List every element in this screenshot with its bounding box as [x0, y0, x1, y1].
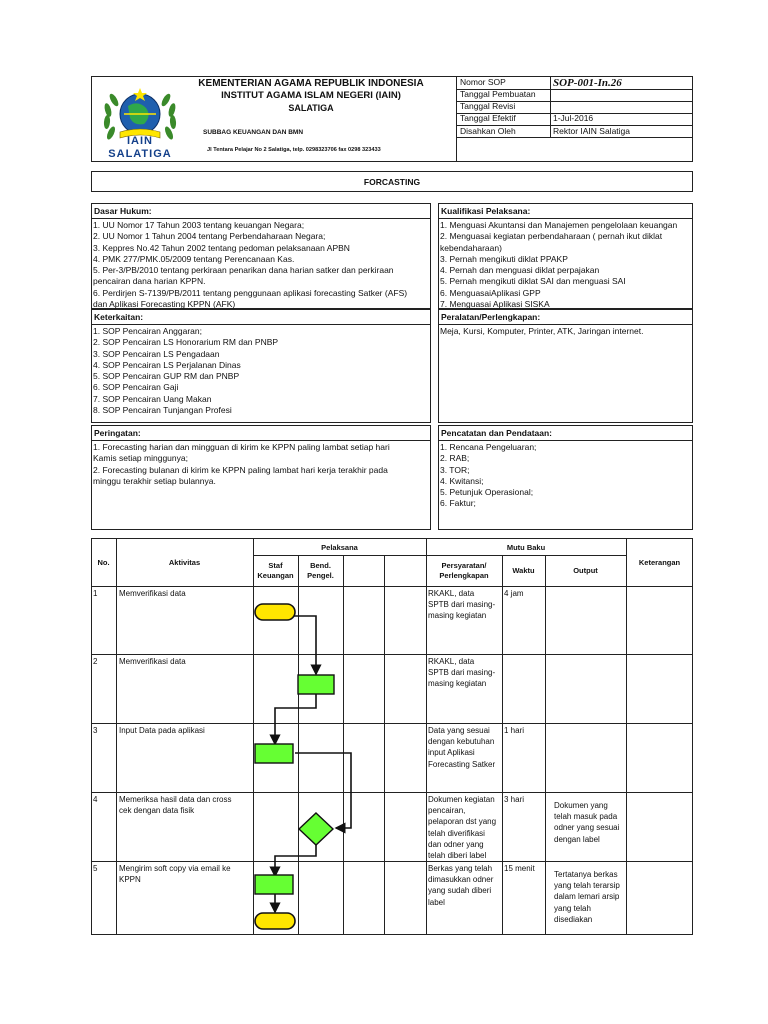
- list-item: 1. SOP Pencairan Anggaran;: [93, 326, 203, 336]
- meta-label-efektif: Tanggal Efektif: [460, 113, 516, 123]
- peringatan-title-line: [91, 440, 431, 441]
- list-item: minggu terakhir setiap bulannya.: [93, 475, 216, 486]
- peringatan-list: [93, 442, 390, 487]
- logo-text-bottom: SALATIGA: [108, 148, 172, 160]
- city-name: SALATIGA: [288, 103, 334, 113]
- peringatan-title: Peringatan:: [94, 428, 141, 438]
- header-waktu: Waktu: [512, 566, 535, 575]
- row-number: 4: [93, 795, 98, 804]
- list-item: 2. UU Nomor 1 Tahun 2004 tentang Perbendaharaan Negara;: [93, 231, 326, 242]
- requirement-text: telah diberi label: [428, 851, 487, 860]
- process-box-verify: [298, 675, 334, 694]
- list-item: 2. Menguasai kegiatan perbendaharaan ( pernah ikut diklat: [440, 231, 663, 242]
- header-aktivitas: Aktivitas: [168, 558, 201, 567]
- time-text: 15 menit: [504, 864, 535, 873]
- activity-text: Memverifikasi data: [119, 657, 186, 666]
- output-text: yang telah: [554, 903, 591, 913]
- output-text: yang telah terarsip: [554, 881, 620, 891]
- kualifikasi-title-line: [438, 218, 693, 219]
- output-text: telah masuk pada: [554, 812, 618, 822]
- list-item: 4. Kwitansi;: [440, 475, 484, 486]
- list-item: 1. Rencana Pengeluaran;: [440, 442, 537, 452]
- requirement-text: masing kegiatan: [428, 679, 487, 689]
- header-keterangan: Keterangan: [638, 558, 681, 567]
- list-item: 3. TOR;: [440, 464, 470, 475]
- output-text: disediakan: [554, 914, 593, 924]
- keterkaitan-title: Keterkaitan:: [94, 312, 144, 322]
- list-item: dan Aplikasi Forecasting KPPN (AFK): [93, 299, 236, 310]
- row-number: 1: [93, 589, 98, 598]
- time-text: 4 jam: [504, 589, 524, 598]
- output-text: dengan label: [554, 834, 600, 844]
- output-text: Tertatanya berkas: [554, 870, 618, 879]
- requirement-text: Data yang sesuai: [428, 726, 490, 735]
- header-output: Output: [573, 566, 598, 575]
- list-item: 2. Forecasting bulanan di kirim ke KPPN paling lambat hari kerja terakhir pada: [93, 464, 388, 475]
- list-item: 1. Forecasting harian dan mingguan di kirim ke KPPN paling lambat setiap hari: [93, 442, 390, 452]
- meta-col-divider: [550, 76, 551, 138]
- meta-label-pembuatan: Tanggal Pembuatan: [460, 89, 536, 99]
- requirement-text: RKAKL, data: [428, 589, 475, 598]
- peralatan-title-line: [438, 324, 693, 325]
- logo-text-top: IAIN: [127, 135, 153, 147]
- kualifikasi-list: [440, 220, 677, 310]
- dasar-hukum-title: Dasar Hukum:: [94, 206, 152, 216]
- connector-arrow: [295, 753, 351, 828]
- list-item: 6. Faktur;: [440, 498, 476, 509]
- list-item: 4. Pernah dan menguasi diklat perpajakan: [440, 265, 600, 276]
- requirement-text: Dokumen kegiatan: [428, 795, 495, 804]
- list-item: 5. Pernah mengikuti diklat SAI dan menguasi SAI: [440, 276, 626, 287]
- meta-label-disahkan: Disahkan Oleh: [460, 126, 516, 136]
- header-bend-2: Pengel.: [307, 571, 334, 580]
- requirement-text: RKAKL, data: [428, 657, 475, 666]
- requirement-text: dan odner yang: [428, 839, 484, 849]
- meta-label-revisi: Tanggal Revisi: [460, 101, 516, 111]
- header-staf-2: Keuangan: [257, 571, 294, 580]
- output-text: odner yang sesuai: [554, 823, 620, 833]
- connector-arrow: [275, 612, 316, 674]
- peralatan-list: [440, 326, 643, 337]
- list-item: Kamis setiap minggunya;: [93, 453, 188, 464]
- page-title: FORCASTING: [363, 177, 421, 187]
- header-persyaratan-2: Perlengkapan: [439, 571, 489, 580]
- peralatan-title: Peralatan/Perlengkapan:: [441, 312, 541, 322]
- list-item: 7. Menguasai Aplikasi SISKA: [440, 299, 550, 310]
- list-item: 5. Petunjuk Operasional;: [440, 487, 534, 498]
- list-item: 3. Pernah mengikuti diklat PPAKP: [440, 253, 568, 264]
- requirement-text: telah diverifikasi: [428, 828, 485, 838]
- process-box-send: [255, 875, 293, 894]
- meta-value-nomor: SOP-001-In.26: [553, 77, 622, 89]
- activity-text: Memeriksa hasil data dan cross: [119, 795, 232, 804]
- pencatatan-title: Pencatatan dan Pendataan:: [441, 428, 553, 438]
- requirement-text: input Aplikasi: [428, 748, 475, 758]
- decision-diamond: [299, 813, 333, 845]
- list-item: kebendaharaan): [440, 242, 502, 253]
- keterkaitan-title-line: [91, 324, 431, 325]
- row-number: 5: [93, 864, 98, 873]
- keterkaitan-list: [93, 326, 278, 416]
- list-item: 6. SOP Pencairan Gaji: [93, 382, 179, 393]
- unit-name: SUBBAG KEUANGAN DAN BMN: [203, 129, 304, 136]
- header-persyaratan-1: Persyaratan/: [441, 561, 487, 570]
- row-number: 3: [93, 726, 98, 735]
- connector-arrow: [275, 845, 316, 876]
- requirement-text: dengan kebutuhan: [428, 737, 495, 747]
- requirement-text: dimasukkan odner: [428, 875, 494, 885]
- list-item: 6. MenguasaiAplikasi GPP: [440, 287, 541, 298]
- header-pelaksana: Pelaksana: [321, 543, 358, 552]
- list-item: Meja, Kursi, Komputer, Printer, ATK, Jaringan internet.: [440, 326, 644, 336]
- connector-arrow: [275, 694, 316, 744]
- time-text: 1 hari: [504, 726, 525, 735]
- requirement-text: pelaporan dst yang: [428, 817, 497, 827]
- list-item: 1. Menguasi Akuntansi dan Manajemen pengelolaan keuangan: [440, 220, 678, 230]
- requirement-text: SPTB dari masing-: [428, 600, 496, 610]
- row-number: 2: [93, 657, 98, 666]
- list-item: 2. RAB;: [440, 453, 470, 464]
- list-item: 5. Per-3/PB/2010 tentang perkiraan penarikan dana harian satker dan perkiraan: [93, 265, 394, 276]
- activity-text: Input Data pada aplikasi: [119, 726, 205, 735]
- process-box-input: [255, 744, 293, 763]
- list-item: 7. SOP Pencairan Uang Makan: [93, 393, 212, 404]
- requirement-text: pencairan,: [428, 806, 466, 816]
- meta-value-disahkan: Rektor IAIN Salatiga: [553, 126, 631, 136]
- list-item: 4. SOP Pencairan LS Perjalanan Dinas: [93, 359, 241, 370]
- list-item: 8. SOP Pencairan Tunjangan Profesi: [93, 405, 232, 416]
- output-text: Dokumen yang: [554, 801, 608, 810]
- procedure-table: [91, 538, 693, 935]
- list-item: 3. SOP Pencairan LS Pengadaan: [93, 348, 220, 359]
- institute-name: INSTITUT AGAMA ISLAM NEGERI (IAIN): [221, 90, 401, 101]
- activity-text: KPPN: [119, 875, 141, 885]
- list-item: 3. Keppres No.42 Tahun 2002 tentang pedoman pelaksanaan APBN: [93, 242, 350, 253]
- start-terminator: [255, 604, 295, 620]
- activity-text: Memverifikasi data: [119, 589, 186, 598]
- list-item: 1. UU Nomor 17 Tahun 2003 tentang keuangan Negara;: [93, 220, 305, 230]
- dasar-hukum-list: [93, 220, 407, 310]
- kualifikasi-title: Kualifikasi Pelaksana:: [441, 206, 531, 216]
- sop-meta-table: [456, 76, 693, 162]
- activity-text: Mengirim soft copy via email ke: [119, 864, 231, 873]
- list-item: 6. Perdirjen S-7139/PB/2011 tentang penggunaan aplikasi forecasting Satker (AFS): [93, 287, 408, 298]
- ministry-name: KEMENTERIAN AGAMA REPUBLIK INDONESIA: [198, 78, 424, 89]
- requirement-text: SPTB dari masing-: [428, 668, 496, 678]
- output-text: dalam lemari arsip: [554, 892, 620, 902]
- requirement-text: masing kegiatan: [428, 611, 487, 621]
- dasar-hukum-title-line: [91, 218, 431, 219]
- header-mutu-baku: Mutu Baku: [506, 543, 546, 552]
- flowchart: [91, 538, 693, 935]
- activity-text: cek dengan data fisik: [119, 806, 195, 816]
- meta-value-efektif: 1-Jul-2016: [553, 113, 594, 123]
- list-item: 4. PMK 277/PMK.05/2009 tentang Perencanaan Kas.: [93, 253, 295, 264]
- meta-label-nomor: Nomor SOP: [460, 77, 506, 87]
- end-terminator: [255, 913, 295, 929]
- header-staf-1: Staf: [268, 561, 283, 570]
- header-no: No.: [97, 558, 110, 567]
- pencatatan-title-line: [438, 440, 693, 441]
- list-item: pencairan dana harian KPPN.: [93, 276, 206, 287]
- requirement-text: yang sudah diberi: [428, 886, 492, 896]
- list-item: 5. SOP Pencairan GUP RM dan PNBP: [93, 371, 240, 382]
- requirement-text: Berkas yang telah: [428, 864, 493, 873]
- pencatatan-list: [440, 442, 536, 510]
- list-item: 2. SOP Pencairan LS Honorarium RM dan PNBP: [93, 337, 279, 348]
- address: Jl Tentara Pelajar No 2 Salatiga, telp. 0298323706 fax 0298 323433: [207, 147, 381, 153]
- requirement-text: label: [428, 897, 445, 907]
- header-bend-1: Bend.: [310, 561, 331, 570]
- time-text: 3 hari: [504, 795, 525, 804]
- requirement-text: Forecasting Satker: [428, 759, 496, 769]
